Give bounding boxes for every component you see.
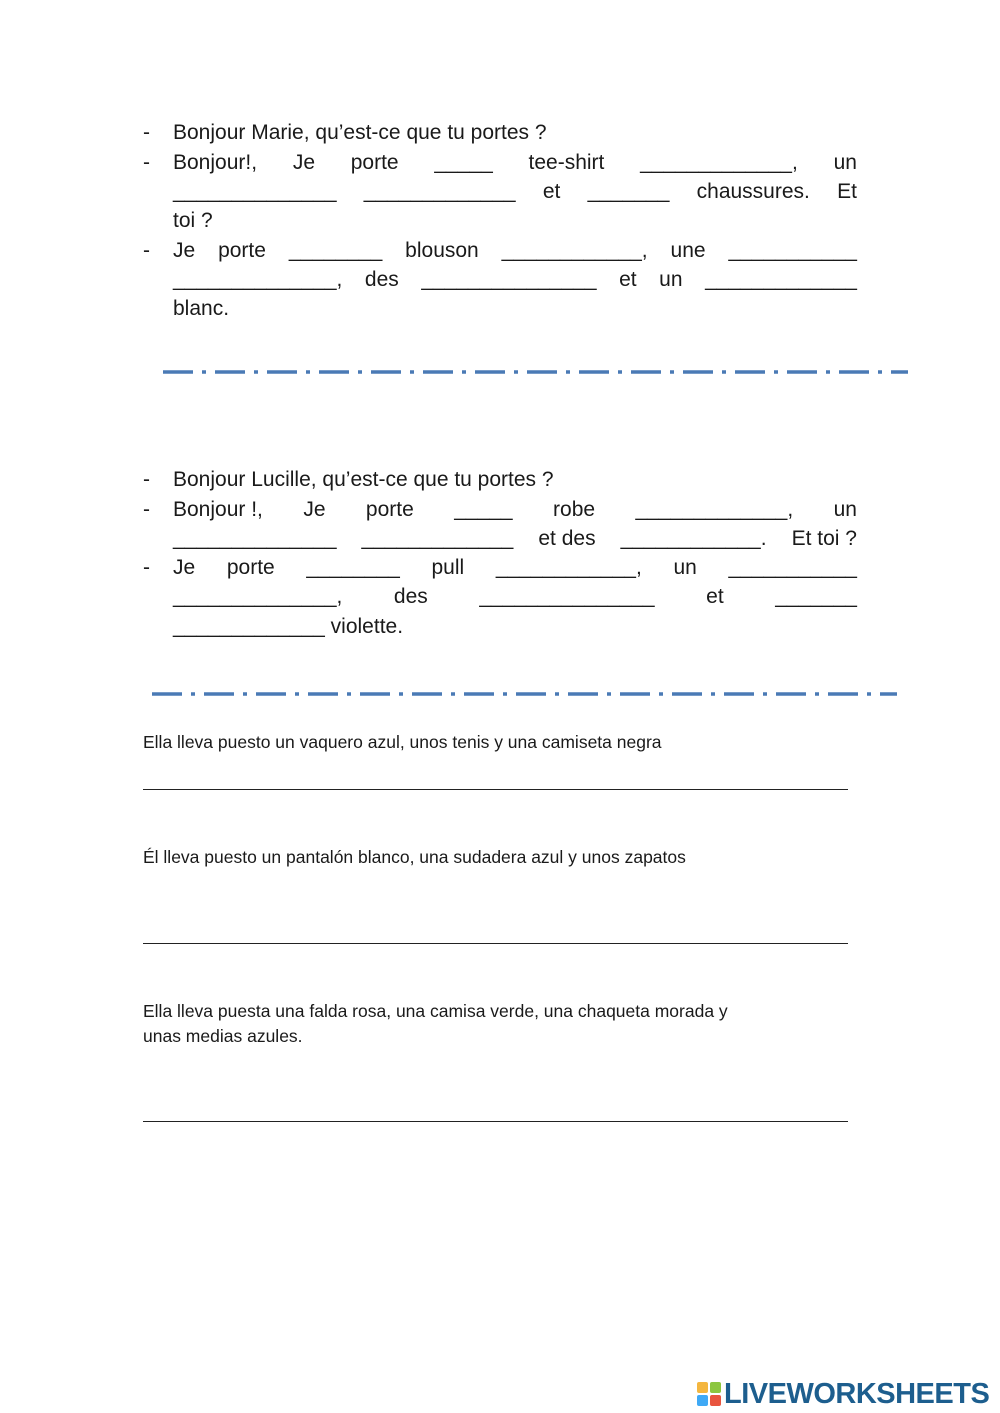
word: porte <box>350 151 399 174</box>
logo-tile <box>697 1382 708 1393</box>
blank-field[interactable]: _______________ <box>421 268 597 291</box>
logo-text: LIVEWORKSHEETS <box>724 1377 990 1410</box>
spanish-sentence-1: Ella lleva puesto un vaquero azul, unos tenis y una camiseta negra <box>143 732 662 752</box>
word: Je <box>303 498 326 521</box>
word: Et toi ? <box>791 527 857 550</box>
blank-field[interactable]: ___________ <box>728 239 857 262</box>
word: un <box>833 498 857 521</box>
d2-line-3 <box>173 524 857 553</box>
dash-bullet: - <box>143 239 150 262</box>
blank-field[interactable]: ___________ <box>728 556 857 579</box>
d2-line-6 <box>173 612 857 641</box>
answer-line-1[interactable] <box>143 789 848 790</box>
word: un <box>673 556 697 579</box>
word: Bonjour !, <box>173 498 263 521</box>
logo-tiles-icon <box>697 1382 721 1406</box>
word: chaussures. <box>696 180 810 203</box>
blank-field[interactable]: ______________, <box>173 268 343 291</box>
word: un <box>833 151 857 174</box>
blank-field[interactable]: _______________ <box>479 585 655 608</box>
dash-bullet: - <box>143 498 150 521</box>
blank-field[interactable]: ____________. <box>620 527 767 550</box>
d1-line-2 <box>143 148 857 177</box>
d1-line-3 <box>173 177 857 206</box>
word: et des <box>538 527 596 550</box>
blank-field[interactable]: _____________, <box>635 498 794 521</box>
d1-line-5 <box>143 236 857 265</box>
blank-field[interactable]: _____________ <box>361 527 514 550</box>
dash-bullet: - <box>143 468 150 491</box>
dash-dot-line <box>163 369 908 375</box>
d1-line-1 <box>143 118 857 147</box>
line-text: toi ? <box>173 209 213 232</box>
d2-line-2 <box>143 495 857 524</box>
word: pull <box>431 556 465 579</box>
d1-line-4 <box>173 206 857 235</box>
blank-field[interactable]: _____ <box>454 498 513 521</box>
blank-field[interactable]: ____________, <box>501 239 648 262</box>
blank-field[interactable]: ________ <box>288 239 383 262</box>
blank-field[interactable]: ______________ <box>173 527 337 550</box>
word: et <box>542 180 561 203</box>
blank-field[interactable]: _____________ <box>363 180 516 203</box>
word: et <box>619 268 637 291</box>
blank-field[interactable]: ________ <box>306 556 400 579</box>
word: porte <box>226 556 275 579</box>
blank-field[interactable]: ______________, <box>173 585 343 608</box>
blank-field[interactable]: _______ <box>775 585 857 608</box>
logo-tile <box>710 1395 721 1406</box>
word: blouson <box>405 239 479 262</box>
blank-field[interactable]: _______ <box>587 180 670 203</box>
dash-dot-line <box>152 691 897 697</box>
separator-1 <box>163 369 908 375</box>
blank-field[interactable]: _____________ <box>705 268 857 291</box>
spanish-sentence-2: Él lleva puesto un pantalón blanco, una sudadera azul y unos zapatos <box>143 847 686 867</box>
word: porte <box>218 239 266 262</box>
dash-bullet: - <box>143 151 150 174</box>
d2-line-1 <box>143 465 857 494</box>
line-text: blanc. <box>173 297 230 320</box>
d1-line-7 <box>173 294 857 323</box>
blank-field[interactable]: _____________, <box>640 151 798 174</box>
word: Je <box>173 556 196 579</box>
dash-bullet: - <box>143 121 150 144</box>
dash-bullet: - <box>143 556 150 579</box>
word: Je <box>173 239 196 262</box>
word: des <box>393 585 428 608</box>
word: Bonjour!, <box>173 151 258 174</box>
blank-field[interactable]: ______________ <box>173 180 337 203</box>
line-text: Bonjour Lucille, qu’est-ce que tu portes ? <box>173 468 554 491</box>
answer-line-3[interactable] <box>143 1121 848 1122</box>
d2-line-5 <box>173 582 857 611</box>
logo-tile <box>710 1382 721 1393</box>
word: des <box>364 268 399 291</box>
word: une <box>670 239 706 262</box>
word: porte <box>365 498 414 521</box>
word: Et <box>837 180 857 203</box>
word: un <box>659 268 683 291</box>
blank-field[interactable]: ____________, <box>495 556 642 579</box>
logo-tile <box>697 1395 708 1406</box>
spanish-sentence-3b: unas medias azules. <box>143 1026 303 1046</box>
line-text: Bonjour Marie, qu’est-ce que tu portes ? <box>173 121 547 144</box>
word: tee-shirt <box>528 151 605 174</box>
spanish-sentence-3a: Ella lleva puesta una falda rosa, una camisa verde, una chaqueta morada y <box>143 1001 728 1021</box>
blank-field[interactable]: _____ <box>434 151 493 174</box>
liveworksheets-logo <box>697 1378 989 1410</box>
word: Je <box>292 151 315 174</box>
word: robe <box>553 498 596 521</box>
word: et <box>706 585 724 608</box>
separator-2 <box>152 691 897 697</box>
d2-line-4 <box>143 553 857 582</box>
answer-line-2[interactable] <box>143 943 848 944</box>
d1-line-6 <box>173 265 857 294</box>
line-text: _____________ violette. <box>173 615 404 638</box>
